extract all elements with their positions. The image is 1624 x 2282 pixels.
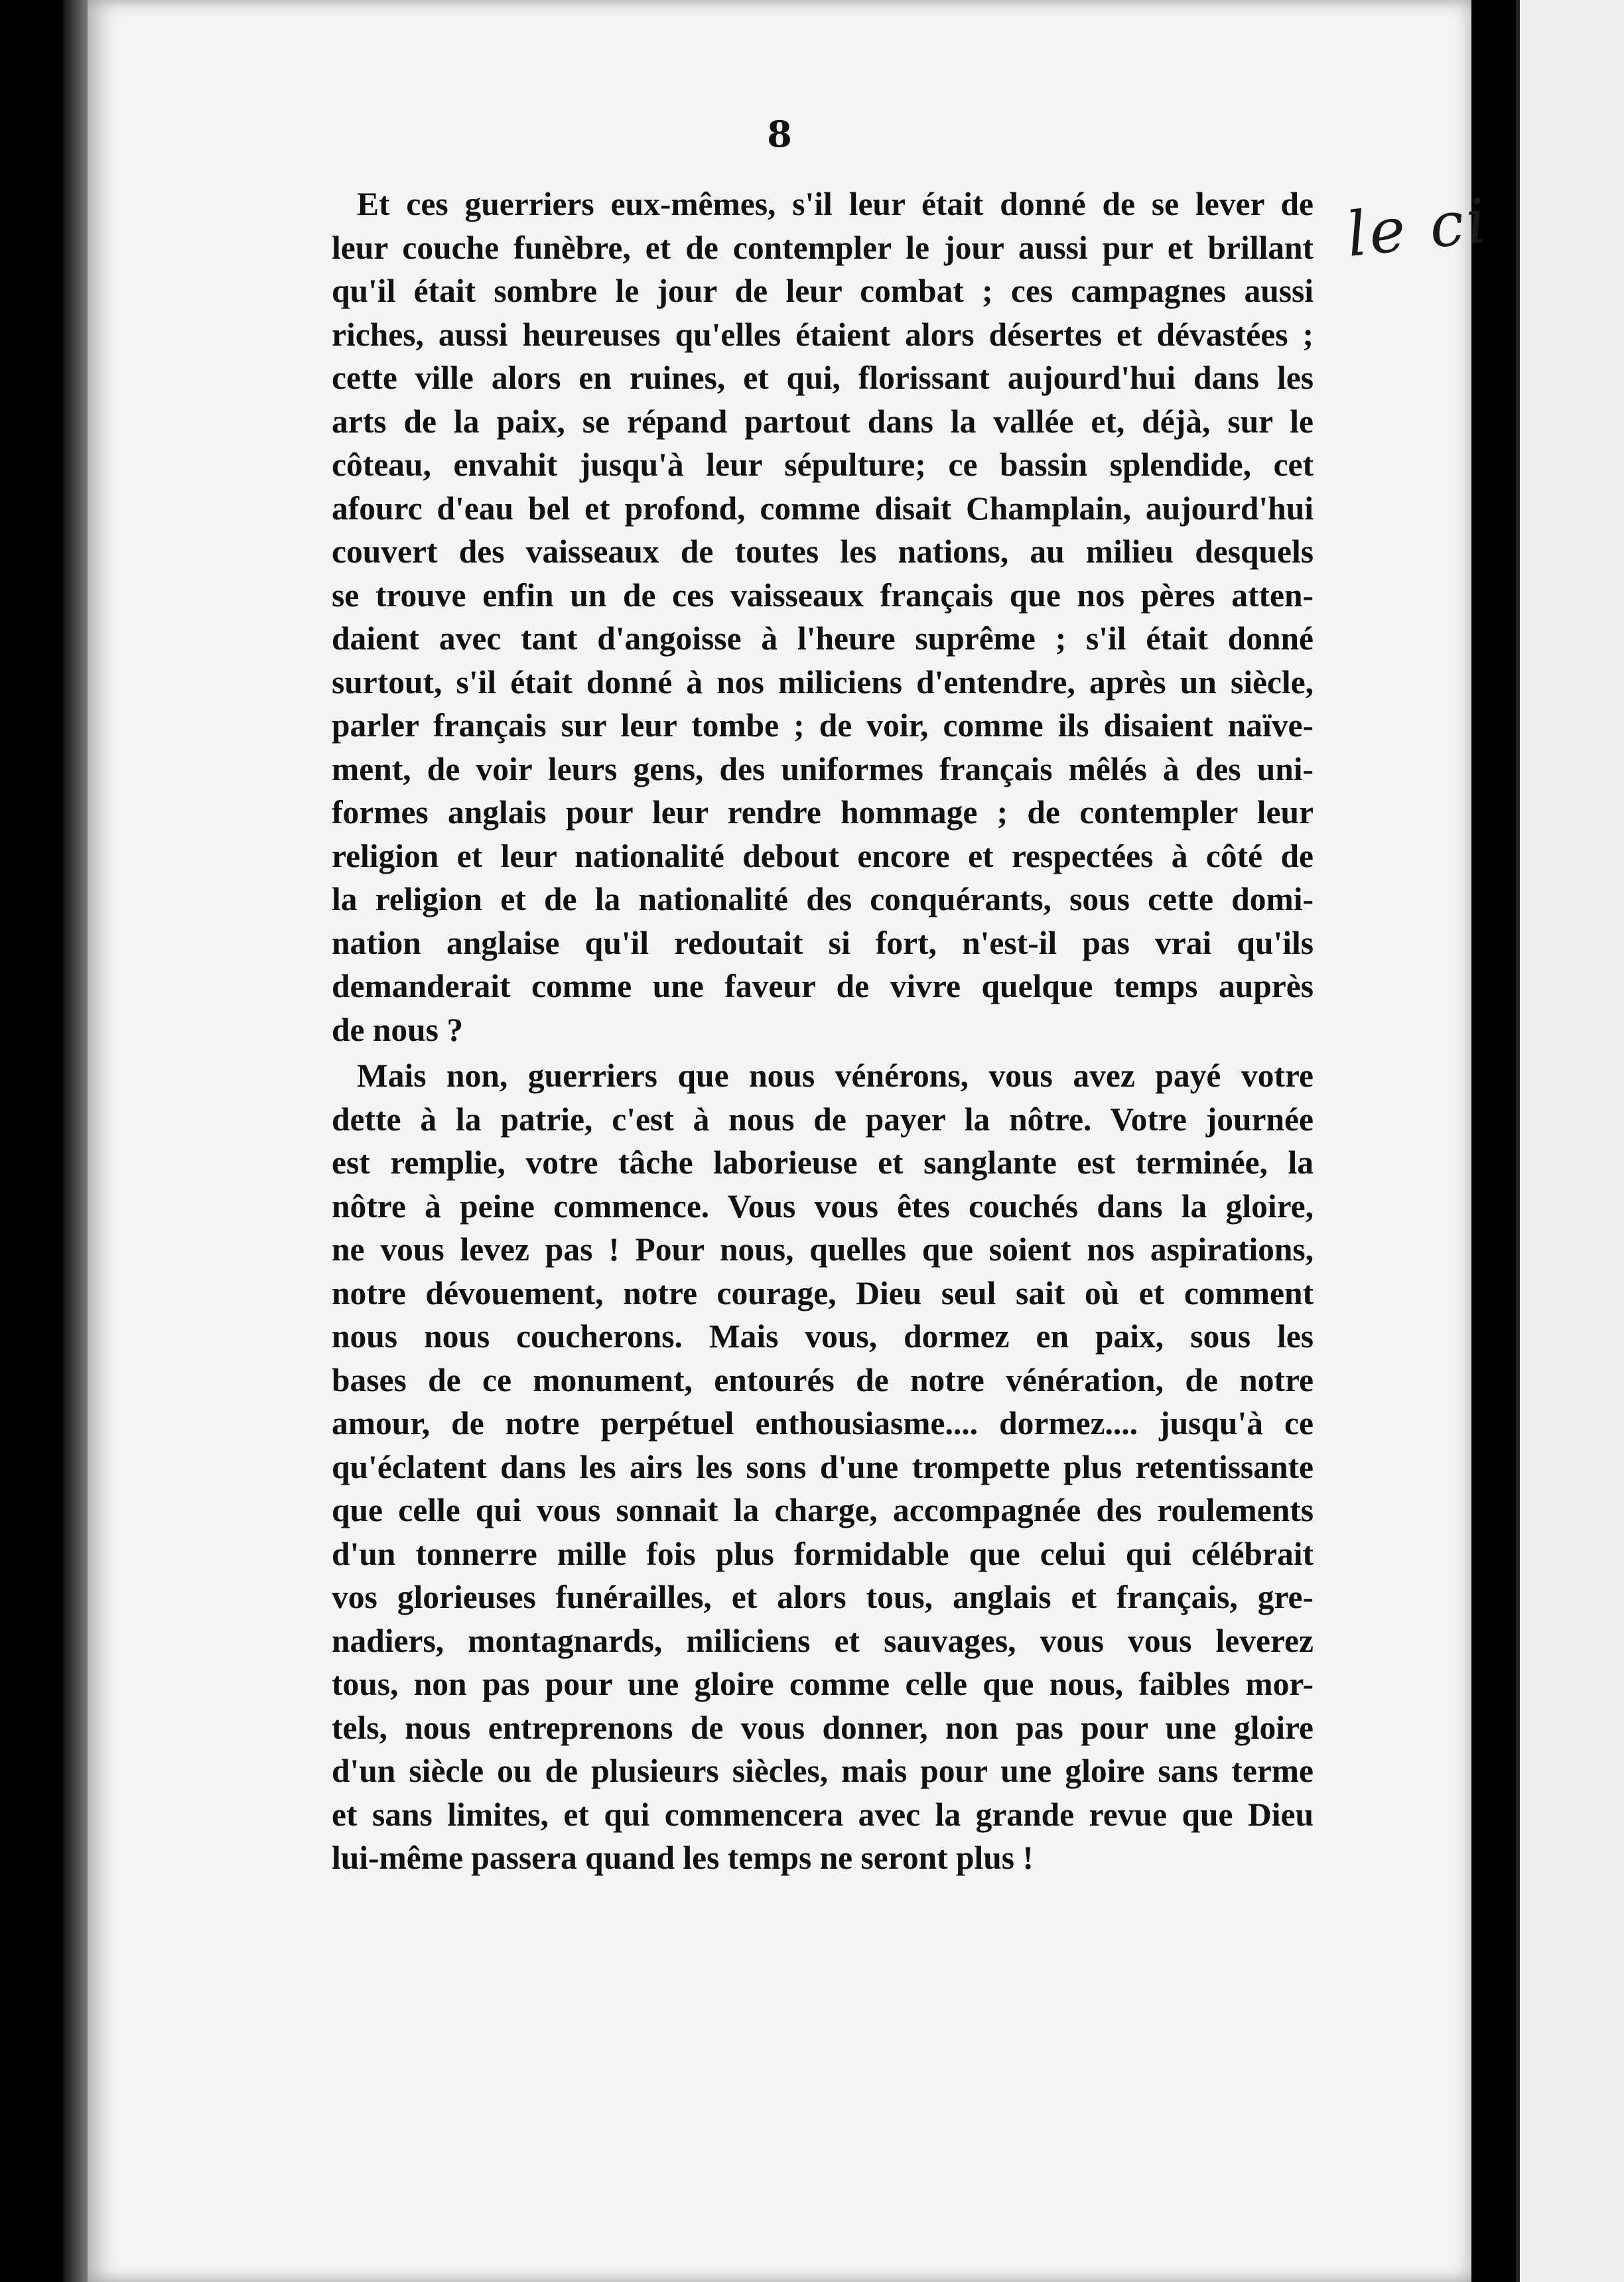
text-line: nation anglaise qu'il redoutait si fort, n'est-il pas vrai qu'ils <box>332 924 1314 961</box>
text-line: amour, de notre perpétuel enthousiasme.... dormez.... jusqu'à ce <box>332 1405 1314 1442</box>
text-line: lui-même passera quand les temps ne seront plus ! <box>332 1840 1034 1876</box>
text-line: afourc d'eau bel et profond, comme disait Champlain, aujourd'hui <box>332 490 1314 527</box>
text-line: demanderait comme une faveur de vivre quelque temps auprès <box>332 968 1314 1004</box>
body-text <box>332 182 1314 1883</box>
text-line: qu'il était sombre le jour de leur combat ; ces campagnes aussi <box>332 273 1314 309</box>
text-line: formes anglais pour leur rendre hommage ; de contempler leur <box>332 794 1314 831</box>
text-line: Mais non, guerriers que nous vénérons, vous avez payé votre <box>357 1057 1314 1094</box>
text-line: Et ces guerriers eux-mêmes, s'il leur était donné de se lever de <box>357 186 1314 222</box>
text-line: parler français sur leur tombe ; de voir, comme ils disaient naïve- <box>332 707 1314 744</box>
text-line: nadiers, montagnards, miliciens et sauvages, vous vous leverez <box>332 1622 1314 1659</box>
text-line: ment, de voir leurs gens, des uniformes français mêlés à des uni- <box>332 750 1314 787</box>
text-line: nous nous coucherons. Mais vous, dormez en paix, sous les <box>332 1318 1314 1355</box>
paragraph <box>332 1054 1314 1880</box>
text-line: nôtre à peine commence. Vous vous êtes couchés dans la gloire, <box>332 1187 1314 1225</box>
text-line: bases de ce monument, entourés de notre vénération, de notre <box>332 1361 1314 1398</box>
text-line: cette ville alors en ruines, et qui, florissant aujourd'hui dans les <box>332 360 1314 396</box>
text-line: d'un tonnerre mille fois plus formidable que celui qui célébrait <box>332 1535 1314 1572</box>
text-line: dette à la patrie, c'est à nous de payer la nôtre. Votre journée <box>332 1101 1314 1138</box>
text-line: tous, non pas pour une gloire comme celle que nous, faibles mor- <box>332 1666 1314 1702</box>
text-line: est remplie, votre tâche laborieuse et sanglante est terminée, la <box>332 1144 1314 1181</box>
text-line: religion et leur nationalité debout encore et respectées à côté de <box>332 837 1314 874</box>
text-line: se trouve enfin un de ces vaisseaux français que nos pères atten- <box>332 576 1314 614</box>
text-line: ne vous levez pas ! Pour nous, quelles que soient nos aspirations, <box>332 1231 1314 1268</box>
text-line: la religion et de la nationalité des conquérants, sous cette domi- <box>332 881 1314 917</box>
bleed-through-text <box>393 1844 1428 2163</box>
text-line: et sans limites, et qui commencera avec la grande revue que Dieu <box>332 1796 1314 1833</box>
text-line: riches, aussi heureuses qu'elles étaient alors désertes et dévastées ; <box>332 316 1314 353</box>
text-line: tels, nous entreprenons de vous donner, non pas pour une gloire <box>332 1709 1314 1746</box>
paragraph <box>332 182 1314 1051</box>
text-line: vos glorieuses funérailles, et alors tous, anglais et français, gre- <box>332 1579 1314 1615</box>
page-number: 8 <box>767 113 792 155</box>
text-line: surtout, s'il était donné à nos miliciens d'entendre, après un siècle, <box>332 663 1314 701</box>
adjacent-page-edge <box>1516 0 1624 2282</box>
text-line: daient avec tant d'angoisse à l'heure suprême ; s'il était donné <box>332 620 1314 657</box>
text-line: d'un siècle ou de plusieurs siècles, mais pour une gloire sans terme <box>332 1753 1314 1789</box>
text-line: qu'éclatent dans les airs les sons d'une trompette plus retentissante <box>332 1448 1314 1485</box>
handwritten-margin-note: le ci <box>1343 185 1493 271</box>
text-line: que celle qui vous sonnait la charge, accompagnée des roulements <box>332 1492 1314 1528</box>
text-line: arts de la paix, se répand partout dans la vallée et, déjà, sur le <box>332 403 1314 440</box>
text-line: couvert des vaisseaux de toutes les nations, au milieu desquels <box>332 533 1314 570</box>
text-line: notre dévouement, notre courage, Dieu seul sait où et comment <box>332 1274 1314 1311</box>
text-line: de nous ? <box>332 1011 464 1048</box>
text-line: leur couche funèbre, et de contempler le jour aussi pur et brillant <box>332 229 1314 266</box>
text-line: côteau, envahit jusqu'à leur sépulture; ce bassin splendide, cet <box>332 446 1314 483</box>
